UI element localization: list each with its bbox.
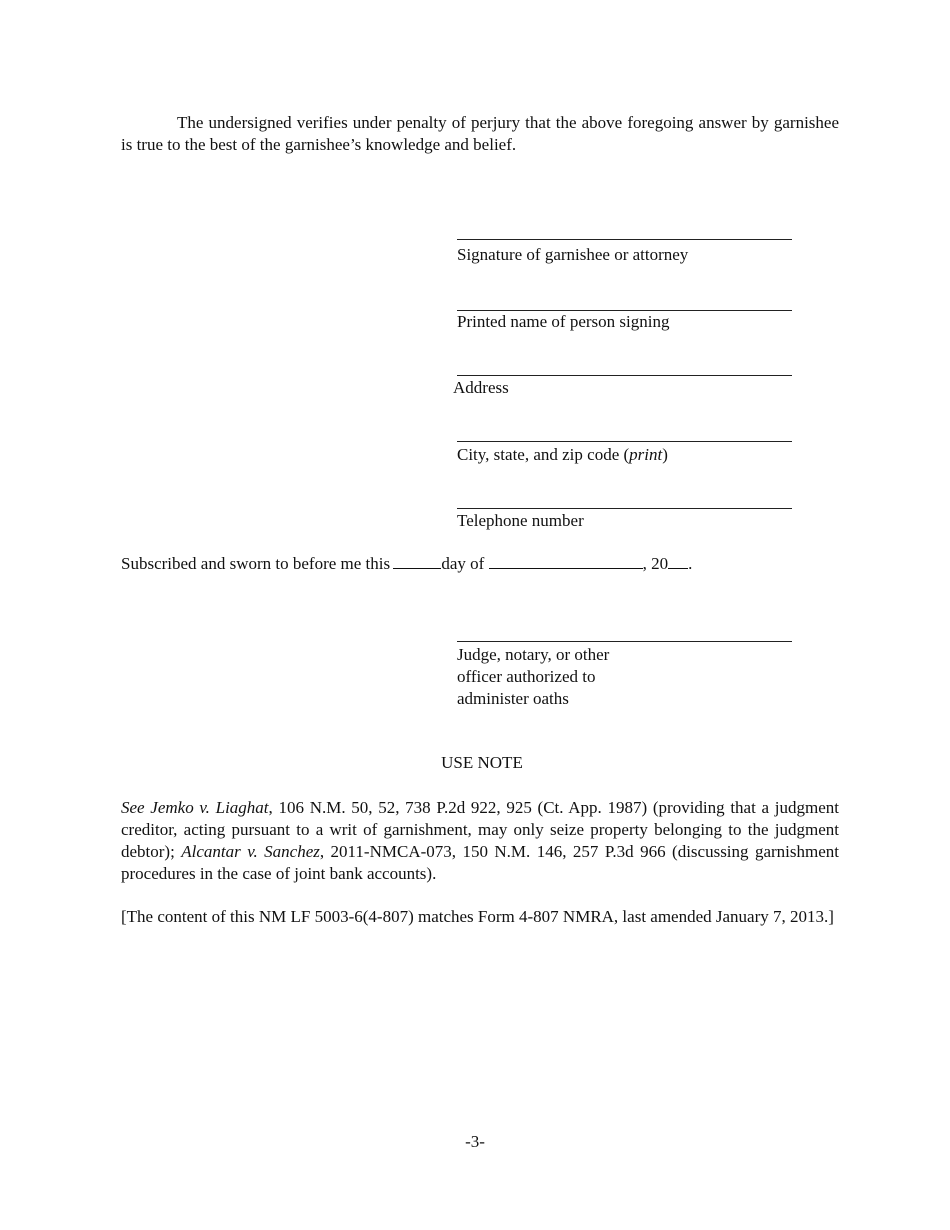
jurat-prefix: Subscribed and sworn to before me this — [121, 554, 391, 573]
telephone-label: Telephone number — [457, 511, 584, 530]
year-blank[interactable] — [668, 553, 688, 569]
address-label: Address — [453, 378, 509, 397]
month-blank[interactable] — [489, 553, 643, 569]
day-blank[interactable] — [393, 553, 441, 569]
citation2-text: , 2011-NMCA-073, 150 N.M. 146, 257 P.3d 966 (discussing garnishment procedures in the case of joint bank accounts). — [121, 842, 840, 883]
address-line — [457, 375, 792, 376]
signature-label: Signature of garnishee or attorney — [457, 245, 689, 264]
jurat-day-of: day of — [441, 554, 485, 573]
signature-line — [457, 239, 792, 240]
city-label-suffix: ) — [662, 445, 668, 464]
citation1-case: See Jemko v. Liaghat — [121, 798, 269, 817]
city-label-print: print — [629, 445, 663, 464]
city-state-zip-label — [457, 444, 668, 466]
content-note: [The content of this NM LF 5003-6(4-807) matches Form 4-807 NMRA, last amended January 7, 2013.] — [121, 907, 834, 926]
jurat-line — [121, 553, 692, 575]
officer-label-line1: Judge, notary, or other — [457, 645, 610, 664]
use-note-heading: USE NOTE — [441, 753, 523, 772]
jurat-end: . — [688, 554, 693, 573]
officer-label — [457, 644, 657, 710]
officer-signature-line — [457, 641, 792, 642]
citation1-text: , 106 N.M. 50, 52, 738 P.2d 922, 925 (Ct. App. 1987) (providing that a judgment creditor, acting pursuant to a writ of garnishment, may only seize property belonging to the judgment debtor); — [121, 798, 839, 861]
use-note-citations — [121, 797, 839, 885]
telephone-line — [457, 508, 792, 509]
citation2-case: Alcantar v. Sanchez — [181, 842, 320, 861]
jurat-year-prefix: , 20 — [642, 554, 669, 573]
page-number: -3- — [465, 1132, 485, 1151]
officer-label-line3: administer oaths — [457, 689, 569, 708]
city-label-prefix: City, state, and zip code ( — [457, 445, 630, 464]
verification-paragraph: The undersigned verifies under penalty of perjury that the above foregoing answer by garnishee is true to the best of the garnishee’s knowledge and belief. — [121, 113, 839, 154]
printed-name-label: Printed name of person signing — [457, 312, 670, 331]
city-state-zip-line — [457, 441, 792, 442]
officer-label-line2: officer authorized to — [457, 667, 596, 686]
